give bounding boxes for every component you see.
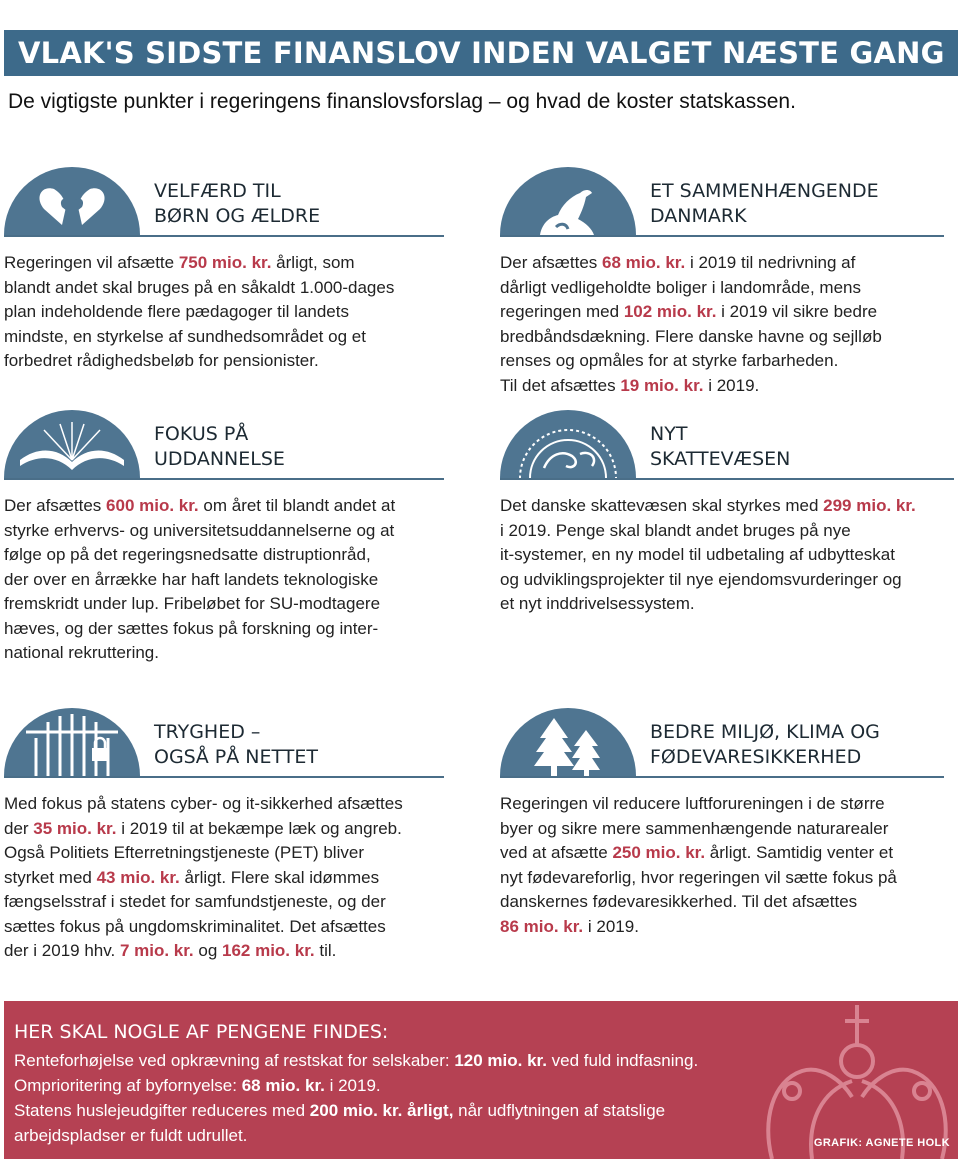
section-title: BEDRE MILJØ, KLIMA OG FØDEVARESIKKERHED [650,721,880,768]
amount: 35 mio. kr. [33,818,117,838]
body-text: i 2019 til at bekæmpe læk og angreb. [116,818,402,838]
line-text: Omprioritering af byfornyelse: [14,1076,242,1095]
section-velfaerd [4,165,444,374]
body-text: renses og opmåles for at styrke farbarheden. [500,351,839,370]
body-text: styrket med [4,867,97,887]
section-body [4,494,444,666]
body-text: plan indeholdende flere pædagoger til landets [4,302,349,321]
amount: 162 mio. kr. [222,941,315,960]
funding-line [14,1073,804,1098]
coin-ornament-icon [500,410,636,478]
graphic-credit: GRAFIK: AGNETE HOLK [813,1137,950,1149]
body-text: forbedret rådighedsbeløb for pensionister. [4,351,319,370]
section-title: TRYGHED – OGSÅ PÅ NETTET [154,721,318,768]
section-title: NYT SKATTEVÆSEN [650,423,791,470]
body-text: om året til blandt andet at [198,496,396,515]
funding-line [14,1123,804,1148]
amount: 102 mio. kr. [623,302,717,321]
body-text: fængselsstraf i stedet for samfundstjeneste, og der [4,892,386,911]
body-text: Til det afsættes [500,375,621,395]
open-book-icon [4,410,140,478]
body-text: it-systemer, en ny model til udbetaling af udbytteskat [500,545,895,564]
body-text: nyt fødevareforlig, hvor regeringen vil sætte fokus på [500,867,897,887]
body-text: i 2019. [703,375,760,395]
amount: 68 mio. kr. [241,1076,325,1095]
body-text: mindste, en styrkelse af sundhedsområdet og et [4,326,366,346]
body-text: ved at afsætte [500,843,613,862]
body-text: regeringen med [500,302,624,321]
amount: 86 mio. kr. [500,916,584,936]
pine-trees-icon [500,708,636,776]
section-title: VELFÆRD TIL BØRN OG ÆLDRE [154,180,321,227]
page-subtitle: De vigtigste punkter i regeringens finanslovsforslag – og hvad de koster statskassen. [8,90,796,113]
funding-lines [14,1048,804,1148]
body-text: sættes fokus på ungdomskriminalitet. Det afsættes [4,916,386,936]
section-header [500,408,954,480]
body-text: i 2019 til nedrivning af [685,253,856,272]
body-text: i 2019. [583,916,639,936]
body-text: Med fokus på statens cyber- og it-sikkerhed afsættes [4,794,403,813]
funding-line [14,1048,804,1073]
body-text: hæves, og der sættes fokus på forskning og inter- [4,618,379,638]
section-header [500,706,944,778]
amount: 68 mio. kr. [602,253,686,272]
body-text: årligt. Flere skal idømmes [179,867,380,887]
amount: 200 mio. kr. årligt, [309,1101,454,1120]
line-text: ved fuld indfasning. [546,1051,699,1070]
body-text: fremskridt under lup. Fribeløbet for SU-modtagere [4,594,381,613]
body-text: styrke erhvervs- og universitetsuddannelserne og at [4,520,395,540]
body-text: der over en årrække har haft landets teknologiske [4,569,379,589]
line-text: i 2019. [324,1076,381,1095]
body-text: blandt andet skal bruges på en såkaldt 1.000-dages [4,277,395,297]
section-body [4,251,444,374]
amount: 250 mio. kr. [612,843,706,862]
body-text: Der afsættes [4,496,107,515]
section-header [500,165,944,237]
funding-heading: HER SKAL NOGLE AF PENGENE FINDES: [14,1021,389,1043]
body-text: årligt, som [271,253,355,272]
amount: 19 mio. kr. [620,375,704,395]
body-text: og [193,941,222,960]
body-text: til. [314,941,337,960]
body-text: årligt. Samtidig venter et [705,843,894,862]
body-text: byer og sikre mere sammenhængende naturarealer [500,818,889,838]
body-text: et nyt inddrivelsessystem. [500,594,695,613]
body-text: bredbåndsdækning. Flere danske havne og sejlløb [500,326,882,346]
section-body [4,792,444,964]
body-text: Regeringen vil afsætte [4,253,179,272]
bird-on-rock-icon [500,167,636,235]
section-title: ET SAMMENHÆNGENDE DANMARK [650,180,879,227]
amount: 43 mio. kr. [96,867,180,887]
body-text: følge op på det regeringsnedsatte distruptionråd, [4,545,371,564]
body-text: der [4,818,34,838]
funding-box [4,1001,958,1159]
section-skattevaesen [500,408,954,617]
body-text: i 2019 vil sikre bedre [716,302,878,321]
section-header [4,408,444,480]
heart-hands-icon [4,167,140,235]
body-text: Også Politiets Efterretningstjeneste (PET) bliver [4,843,364,862]
line-text: Renteforhøjelse ved opkrævning af restskat for selskaber: [14,1051,455,1070]
section-body [500,494,954,617]
prison-bars-lock-icon [4,708,140,776]
body-text: Det danske skattevæsen skal styrkes med [500,496,824,515]
section-title: FOKUS PÅ UDDANNELSE [154,423,285,470]
body-text: i 2019. Penge skal blandt andet bruges på nye [500,520,851,540]
amount: 299 mio. kr. [823,496,916,515]
section-body [500,251,944,398]
line-text: arbejdspladser er fuldt udrullet. [14,1126,248,1145]
section-header [4,165,444,237]
funding-line [14,1098,804,1123]
amount: 600 mio. kr. [106,496,199,515]
amount: 750 mio. kr. [178,253,272,272]
body-text: Regeringen vil reducere luftforureningen i de større [500,794,885,813]
line-text: Statens huslejeudgifter reduceres med [14,1101,310,1120]
section-header [4,706,444,778]
body-text: og udviklingsprojekter til nye ejendomsvurderinger og [500,569,902,589]
section-sammenhaengende [500,165,944,398]
section-tryghed [4,706,444,964]
section-uddannelse [4,408,444,666]
body-text: dårligt vedligeholdte boliger i landområde, mens [500,277,861,297]
line-text: når udflytningen af statslige [453,1101,666,1120]
amount: 120 mio. kr. [454,1051,547,1070]
body-text: der i 2019 hhv. [4,941,120,960]
body-text: danskernes fødevaresikkerhed. Til det afsættes [500,892,858,911]
section-body [500,792,944,939]
amount: 7 mio. kr. [119,941,194,960]
body-text: Der afsættes [500,253,603,272]
body-text: national rekruttering. [4,643,159,662]
page-title: VLAK'S SIDSTE FINANSLOV INDEN VALGET NÆSTE GANG [18,36,945,70]
title-bar [4,30,958,76]
section-miljoe [500,706,944,939]
